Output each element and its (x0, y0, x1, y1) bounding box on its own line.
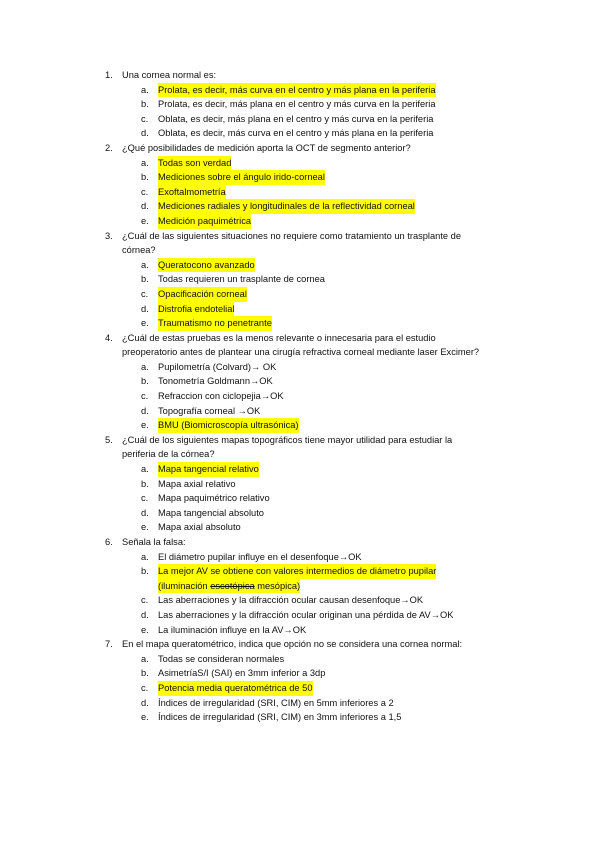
question-item (0, 141, 599, 229)
continuation-post: mesópica) (254, 580, 301, 591)
option-letter: e. (141, 420, 149, 431)
question-line (0, 229, 599, 244)
answer-option (0, 520, 599, 535)
question-number: 3. (105, 230, 113, 241)
option-letter: e. (141, 215, 149, 226)
option-text: El diámetro pupilar influye en el desenfoque→OK (158, 551, 362, 562)
question-number: 4. (105, 332, 113, 343)
option-text-highlighted: Mediciones radiales y longitudinales de la reflectividad corneal (158, 199, 415, 214)
option-letter: e. (141, 318, 149, 329)
question-number: 6. (105, 537, 113, 547)
option-letter: c. (141, 113, 149, 124)
option-letter: e. (141, 624, 149, 635)
option-text-highlighted: Prolata, es decir, más curva en el centro y más plana en la periferia (158, 83, 436, 98)
question-text: córnea? (122, 245, 156, 256)
option-text-highlighted: Distrofia endotelial (158, 302, 234, 317)
question-number: 2. (105, 142, 113, 153)
option-text: Oblata, es decir, más curva en el centro y más plana en la periferia (158, 128, 434, 139)
option-text: Todas se consideran normales (158, 653, 285, 664)
answer-option (0, 316, 599, 331)
option-text: Mapa axial relativo (158, 478, 236, 489)
option-letter: c. (141, 391, 149, 402)
answer-option (0, 272, 599, 287)
option-letter: b. (141, 668, 149, 679)
question-text: Señala la falsa: (122, 537, 186, 547)
option-text-highlighted: La mejor AV se obtiene con valores intermedios de diámetro pupilar (158, 564, 436, 579)
answer-option (0, 374, 599, 389)
option-text-continuation (158, 579, 300, 594)
answer-option (0, 477, 599, 492)
option-text: Índices de irregularidad (SRI, CIM) en 3mm inferiores a 1,5 (158, 712, 402, 723)
question-number: 7. (105, 639, 113, 650)
answer-option (0, 491, 599, 506)
option-letter: d. (141, 405, 149, 416)
option-text-highlighted: Traumatismo no penetrante (158, 316, 272, 331)
question-number: 1. (105, 70, 113, 80)
option-letter: c. (141, 682, 149, 693)
option-letter: b. (141, 99, 149, 110)
option-text-highlighted: Queratocono avanzado (158, 258, 255, 273)
option-text: Tonometría Goldmann→OK (158, 376, 273, 387)
question-text: ¿Cuál de las siguientes situaciones no requiere como tratamiento un trasplante de (122, 230, 462, 241)
option-text-highlighted: Opacificación corneal (158, 287, 247, 302)
option-text: Prolata, es decir, más plana en el centro y más curva en la periferia (158, 99, 436, 110)
answer-option (0, 593, 599, 608)
option-letter: a. (141, 653, 149, 664)
option-text-highlighted: Todas son verdad (158, 156, 231, 171)
question-item (0, 637, 599, 725)
question-line (0, 637, 599, 652)
option-text-highlighted: Potencia media queratométrica de 50 (158, 681, 313, 696)
question-line (0, 433, 599, 448)
answer-option (0, 214, 599, 229)
answer-option (0, 156, 599, 171)
question-text: Una cornea normal es: (122, 70, 217, 80)
question-text: En el mapa queratométrico, indica que opción no se considera una cornea normal: (122, 639, 463, 650)
answer-option (0, 550, 599, 565)
question-item (0, 433, 599, 535)
option-letter: b. (141, 478, 149, 489)
option-letter: a. (141, 464, 149, 475)
option-text-highlighted: BMU (Biomicroscopía ultrasónica) (158, 418, 299, 433)
option-letter: a. (141, 551, 149, 562)
answer-option (0, 696, 599, 711)
question-item (0, 331, 599, 433)
option-text: Las aberraciones y la difracción ocular causan desenfoque→OK (158, 595, 424, 606)
answer-option (0, 564, 599, 579)
answer-option (0, 170, 599, 185)
struck-word: escotópica (210, 580, 255, 591)
option-text: La iluminación influye en la AV→OK (158, 624, 307, 635)
option-letter: b. (141, 274, 149, 285)
option-letter: e. (141, 712, 149, 723)
question-line (0, 141, 599, 156)
option-letter: d. (141, 507, 149, 518)
answer-option (0, 462, 599, 477)
option-text: Mapa axial absoluto (158, 522, 241, 533)
answer-option (0, 302, 599, 317)
answer-option (0, 287, 599, 302)
answer-option (0, 681, 599, 696)
option-text-highlighted: Exoftalmometría (158, 185, 226, 200)
option-letter: d. (141, 697, 149, 708)
answer-option (0, 83, 599, 98)
answer-option (0, 623, 599, 638)
question-text: ¿Qué posibilidades de medición aporta la OCT de segmento anterior? (122, 142, 411, 153)
answer-option (0, 652, 599, 667)
option-letter: e. (141, 522, 149, 533)
option-text-highlighted: Mediciones sobre el ángulo irido-corneal (158, 170, 325, 185)
answer-option (0, 666, 599, 681)
question-list (0, 68, 599, 725)
option-text: Oblata, es decir, más plana en el centro y más curva en la periferia (158, 113, 434, 124)
option-text: Mapa paquimétrico relativo (158, 493, 270, 504)
option-letter: c. (141, 595, 149, 606)
option-letter: c. (141, 186, 149, 197)
option-letter: c. (141, 288, 149, 299)
option-text-highlighted: Mapa tangencial relativo (158, 462, 259, 477)
question-item (0, 229, 599, 331)
option-letter: d. (141, 201, 149, 212)
option-text: AsimetríaS/I (SAI) en 3mm inferior a 3dp (158, 668, 326, 679)
option-text: Topografía corneal →OK (158, 405, 261, 416)
option-letter: b. (141, 172, 149, 183)
question-line (0, 331, 599, 346)
question-line (0, 345, 599, 360)
option-letter: a. (141, 361, 149, 372)
option-letter: c. (141, 493, 149, 504)
answer-option-continuation (0, 579, 599, 594)
answer-option (0, 199, 599, 214)
question-line (0, 68, 599, 83)
question-line (0, 535, 599, 550)
option-letter: a. (141, 259, 149, 270)
answer-option (0, 710, 599, 725)
option-letter: b. (141, 566, 149, 577)
option-letter: d. (141, 609, 149, 620)
answer-option (0, 112, 599, 127)
option-letter: b. (141, 376, 149, 387)
answer-option (0, 389, 599, 404)
option-text: Las aberraciones y la difracción ocular originan una pérdida de AV→OK (158, 609, 454, 620)
answer-option (0, 360, 599, 375)
question-line (0, 243, 599, 258)
option-text: Refraccion con ciclopejia→OK (158, 391, 284, 402)
option-text: Todas requieren un trasplante de cornea (158, 274, 325, 285)
answer-option (0, 418, 599, 433)
option-text: Índices de irregularidad (SRI, CIM) en 5mm inferiores a 2 (158, 697, 394, 708)
question-text: ¿Cuál de estas pruebas es la menos relevante o innecesaria para el estudio (122, 332, 436, 343)
answer-option (0, 126, 599, 141)
answer-option (0, 185, 599, 200)
answer-option (0, 404, 599, 419)
option-letter: a. (141, 84, 149, 95)
option-text-highlighted: Medición paquimétrica (158, 214, 251, 229)
option-text: Mapa tangencial absoluto (158, 507, 264, 518)
question-number: 5. (105, 434, 113, 445)
question-text: preoperatorio antes de plantear una cirugía refractiva corneal mediante laser Excimer? (122, 347, 480, 358)
option-letter: d. (141, 303, 149, 314)
answer-option (0, 506, 599, 521)
question-text: ¿Cuál de los siguientes mapas topográficos tiene mayor utilidad para estudiar la (122, 434, 453, 445)
option-letter: d. (141, 128, 149, 139)
question-text: periferia de la córnea? (122, 449, 215, 460)
question-item (0, 535, 599, 637)
answer-option (0, 608, 599, 623)
answer-option (0, 97, 599, 112)
continuation-pre: (iluminación (158, 580, 211, 591)
answer-option (0, 258, 599, 273)
option-text: Pupilometría (Colvard)→ OK (158, 361, 277, 372)
question-line (0, 447, 599, 462)
question-item (0, 68, 599, 141)
option-letter: a. (141, 157, 149, 168)
